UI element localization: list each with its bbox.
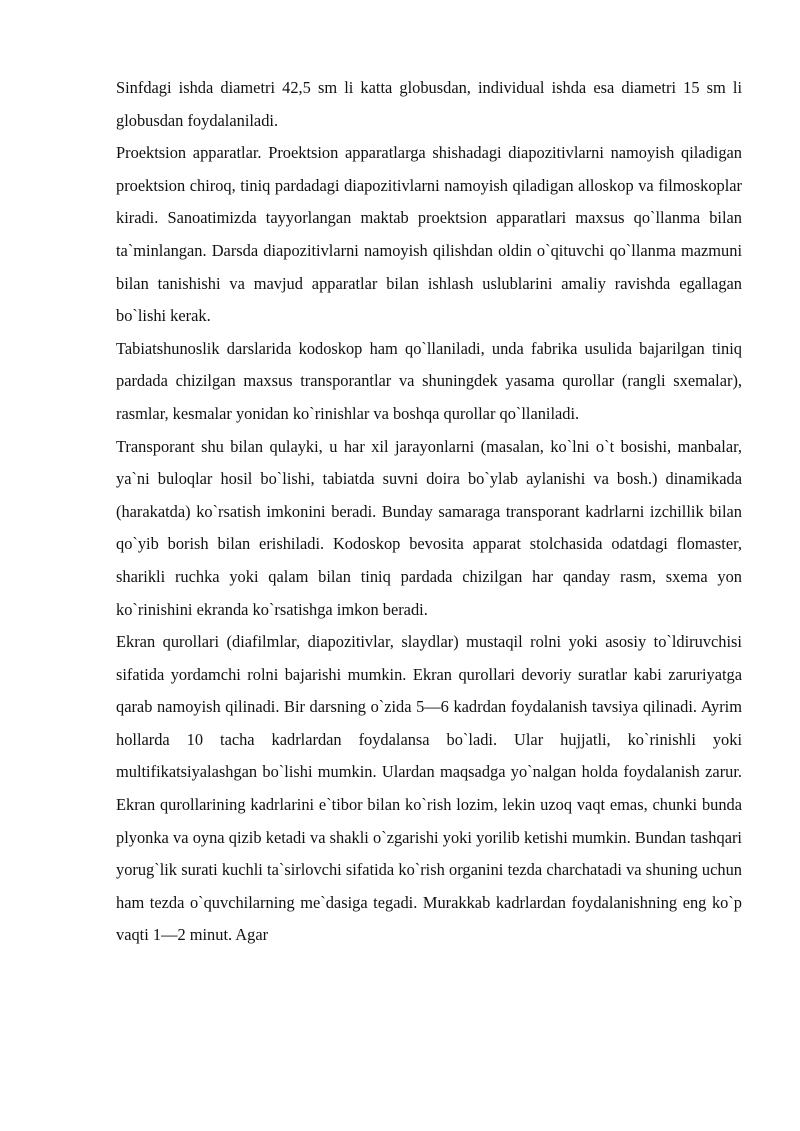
paragraph-transporant: Transporant shu bilan qulayki, u har xil jarayonlarni (masalan, ko`lni o`t bosishi, manbalar, ya`ni buloqlar hosil bo`lishi, tabiatda suvni doira bo`ylab aylanishi va bosh.) dinamikada (harakatda) ko`rsatish imkonini beradi. Bunday samaraga transporant kadrlarni izchillik bilan qo`yib borish bilan erishiladi. Kodoskop bevosita apparat stolchasida odatdagi flomaster, sharikli ruchka yoki qalam bilan tiniq pardada chizilgan har qanday rasm, sxema yon ko`rinishini ekranda ko`rsatishga imkon beradi. [116,436,742,619]
document-page [116,72,742,952]
paragraph-kodoskop: Tabiatshunoslik darslarida kodoskop ham qo`llaniladi, unda fabrika usulida bajarilgan tiniq pardada chizilgan maxsus transporantlar va shuningdek yasama qurollar (rangli sxemalar), rasmlar, kesmalar yonidan ko`rinishlar va boshqa qurollar qo`llaniladi. [116,338,742,423]
paragraph-globus: Sinfdagi ishda diametri 42,5 sm li katta globusdan, individual ishda esa diametri 15 sm li globusdan foydalaniladi. [116,78,742,130]
paragraph-proektsion-apparatlar: Proektsion apparatlar. Proektsion apparatlarga shishadagi diapozitivlarni namoyish qiladigan proektsion chiroq, tiniq pardadagi diapozitivlarni namoyish qiladigan alloskop va filmoskoplar kiradi. Sanoatimizda tayyorlangan maktab proektsion apparatlari maxsus qo`llanma bilan ta`minlangan. Darsda diapozitivlarni namoyish qilishdan oldin o`qituvchi qo`llanma mazmuni bilan tanishishi va mavjud apparatlar bilan ishlash uslublarini amaliy ravishda egallagan bo`lishi kerak. [116,143,742,326]
paragraph-ekran-qurollari: Ekran qurollari (diafilmlar, diapozitivlar, slaydlar) mustaqil rolni yoki asosiy to`ldiruvchisi sifatida yordamchi rolni bajarishi mumkin. Ekran qurollari devoriy suratlar kabi zaruriyatga qarab namoyish qilinadi. Bir darsning o`zida 5—6 kadrdan foydalanish tavsiya qilinadi. Ayrim hollarda 10 tacha kadrlardan foydalansa bo`ladi. Ular hujjatli, ko`rinishli yoki multifikatsiyalashgan bo`lishi mumkin. Ulardan maqsadga yo`nalgan holda foydalanish zarur. Ekran qurollarining kadrlarini e`tibor bilan ko`rish lozim, lekin uzoq vaqt emas, chunki bunda plyonka va oyna qizib ketadi va shakli o`zgarishi yoki yorilib ketishi mumkin. Bundan tashqari yorug`lik surati kuchli ta`sirlovchi sifatida ko`rish organini tezda charchatadi va shuning uchun ham tezda o`quvchilarning me`dasiga tegadi. Murakkab kadrlardan foydalanishning eng ko`p vaqti 1—2 minut. Agar [116,632,742,945]
